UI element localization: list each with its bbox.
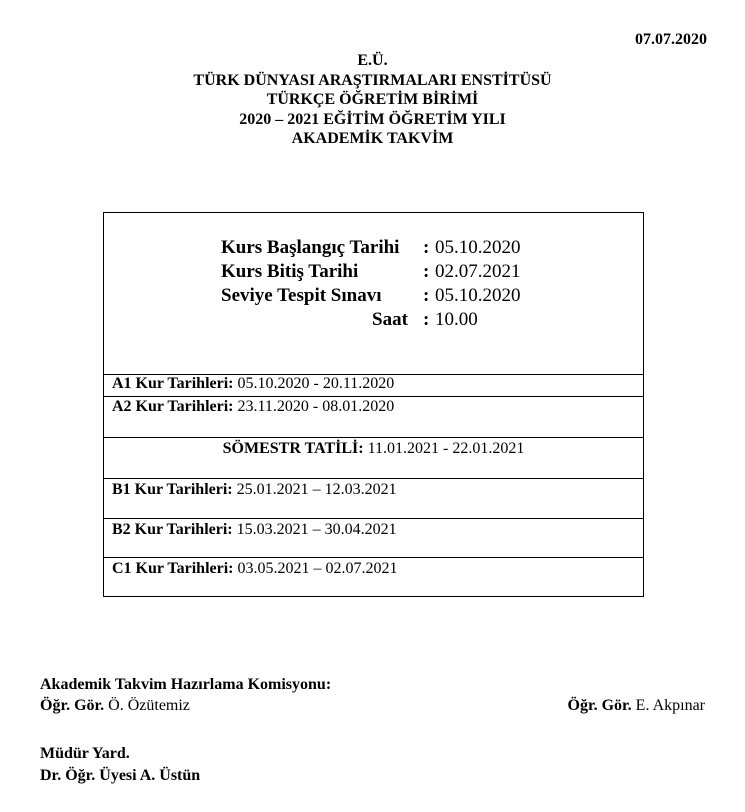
summary-colon: : [423,309,430,330]
summary-row-end-date [104,260,643,283]
row-value: 25.01.2021 – 12.03.2021 [232,481,397,498]
summary-row-start-date [104,236,643,259]
summary-value: 10.00 [435,309,478,330]
document-heading [0,51,745,149]
heading-title: AKADEMİK TAKVİM [291,130,454,147]
heading-academic-year: 2020 – 2021 EĞİTİM ÖĞRETİM YILI [239,110,506,128]
member-title: Öğr. Gör. [40,697,105,714]
summary-label: Saat [372,309,408,330]
row-label: A2 Kur Tarihleri: [112,398,234,415]
deputy-director-name: Dr. Öğr. Üyesi A. Üstün [40,767,201,784]
summary-label: Kurs Başlangıç Tarihi [221,237,400,258]
calendar-row-b1 [104,479,643,519]
summary-value: 02.07.2021 [435,261,521,282]
summary-row-time [104,308,643,331]
member-name: E. Akpınar [631,697,705,714]
row-value: 11.01.2021 - 22.01.2021 [363,440,525,457]
summary-label: Kurs Bitiş Tarihi [221,261,359,282]
committee-member-1 [40,696,190,716]
row-label: B2 Kur Tarihleri: [112,521,233,538]
row-value: 23.11.2020 - 08.01.2020 [233,398,395,415]
summary-value: 05.10.2020 [435,237,521,258]
deputy-director-title: Müdür Yard. [40,745,130,762]
calendar-row-semester-break [104,438,643,479]
committee-title: Akademik Takvim Hazırlama Komisyonu: [40,676,332,693]
calendar-row-c1 [104,558,643,596]
calendar-row-a2 [104,397,643,438]
row-value: 15.03.2021 – 30.04.2021 [232,521,397,538]
row-label: B1 Kur Tarihleri: [112,481,233,498]
row-label: A1 Kur Tarihleri: [112,375,234,392]
member-title: Öğr. Gör. [567,697,632,714]
summary-row-placement-exam [104,284,643,307]
summary-colon: : [423,261,430,282]
heading-university: E.Ü. [357,52,388,69]
summary-colon: : [423,237,430,258]
academic-calendar-table [103,212,644,597]
committee-member-2 [568,696,705,716]
heading-institute: TÜRK DÜNYASI ARAŞTIRMALARI ENSTİTÜSÜ [193,71,552,89]
summary-colon: : [423,285,430,306]
summary-value: 05.10.2020 [435,285,521,306]
summary-label: Seviye Tespit Sınavı [221,285,382,306]
member-name: Ö. Özütemiz [104,697,190,714]
calendar-row-a1 [104,374,643,397]
heading-unit: TÜRKÇE ÖĞRETİM BİRİMİ [266,91,479,108]
row-label: C1 Kur Tarihleri: [112,560,234,577]
row-label: SÖMESTR TATİLİ: [222,440,364,457]
row-value: 05.10.2020 - 20.11.2020 [233,375,395,392]
course-summary [104,213,643,375]
calendar-row-b2 [104,519,643,558]
row-value: 03.05.2021 – 02.07.2021 [233,560,398,577]
document-date: 07.07.2020 [635,31,707,48]
